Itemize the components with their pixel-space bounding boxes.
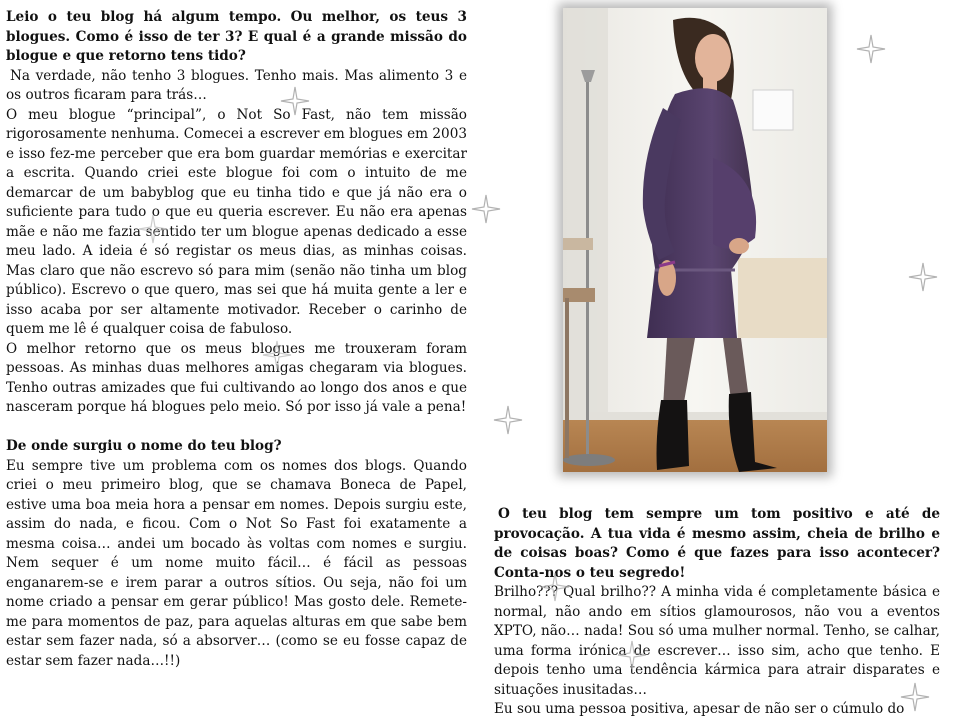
sparkle-star-icon: [262, 340, 292, 370]
wall-paper-note: [753, 90, 793, 130]
answer-blogs-mission: O meu blogue “principal”, o Not So Fast, não tem missão rigorosamente nenhuma. Comecei a escrever em blogues em 2003 e isso fez-me perceber que era bom guardar memórias e exercitar a escrita. Quando criei este blogue foi com o intuito de me demarcar de um babyblog que eu tinha tido e que já não era o suficiente para tudo o que eu queria escrever. Eu não era apenas mãe e não me fazia sentido ter um blogue apenas dedicado a esse meu lado. A ideia é só registar os meus dias, as minhas coisas. Mas claro que não escrevo só para mim (senão não tinha um blog público). Escrevo o que quero, mas sei que há muita gente a ler e isso acaba por ser altamente motivador. Receber o carinho de quem me lê é qualquer coisa de fabuloso.: [6, 106, 467, 337]
question-positive-tone: O teu blog tem sempre um tom positivo e até de provocação. A tua vida é mesmo assim, cheia de brilho e de coisas boas? Como é que fazes para isso acontecer? Conta-nos o teu segredo!: [494, 506, 940, 581]
pregnant-woman-photo: [563, 8, 827, 472]
sparkle-star-icon: [471, 194, 501, 224]
answer-blogs-intro: Na verdade, não tenho 3 blogues. Tenho mais. Mas alimento 3 e os outros ficaram para trás…: [6, 67, 467, 103]
sparkle-star-icon: [617, 640, 647, 670]
sparkle-star-icon: [493, 405, 523, 435]
question-blog-name: De onde surgiu o nome do teu blog?: [6, 438, 282, 454]
sparkle-star-icon: [900, 682, 930, 712]
left-column: [6, 8, 467, 671]
sparkle-star-icon: [138, 214, 168, 244]
right-column: [494, 505, 940, 720]
question-blogs: Leio o teu blog há algum tempo. Ou melhor, os teus 3 blogues. Como é isso de ter 3? E qual é a grande missão do blogue e que retorno tens tido?: [6, 9, 467, 64]
wall-panel: [738, 258, 827, 338]
answer-positive-tone-cont: Eu sou uma pessoa positiva, apesar de não ser o cúmulo do: [494, 701, 905, 717]
answer-blogs-return: O melhor retorno que os meus blogues me trouxeram foram pessoas. As minhas duas melhores amigas chegaram via blogues. Tenho outras amizades que fui cultivando ao longo dos anos e que nasceram porque há blogues pelo meio. Só por isso já vale a pena!: [6, 340, 467, 415]
sparkle-star-icon: [540, 572, 570, 602]
sparkle-star-icon: [856, 34, 886, 64]
answer-positive-tone: Brilho??? Qual brilho?? A minha vida é completamente básica e normal, não ando em sítios glamourosos, não vou a eventos XPTO, não… nada! Sou só uma mulher normal. Tenho, se calhar, uma forma irónica de escrever… isso sim, acho que tenho. E depois tenho uma tendência kármica para atrair disparates e situações inusitadas…: [494, 584, 940, 698]
spacer: [6, 418, 467, 438]
sparkle-star-icon: [908, 262, 938, 292]
sparkle-star-icon: [280, 86, 310, 116]
answer-blog-name: Eu sempre tive um problema com os nomes dos blogs. Quando criei o meu primeiro blog, que se chamava Boneca de Papel, estive uma boa meia hora a pensar em nomes. Depois surgiu este, assim do nada, e ficou. Com o Not So Fast foi exatamente a mesma coisa… andei um bocado às voltas com nomes e surgiu. Nem sequer é um nome muito fácil… é fácil as pessoas enganarem-se e irem parar a outros sítios. Ou seja, não foi um nome criado a pensar em gerar público! Mas gosto dele. Remete-me para momentos de paz, para aquelas alturas em que sabe bem estar sem fazer nada, só a absorver… (como se eu fosse capaz de estar sem fazer nada…!!): [6, 457, 467, 669]
